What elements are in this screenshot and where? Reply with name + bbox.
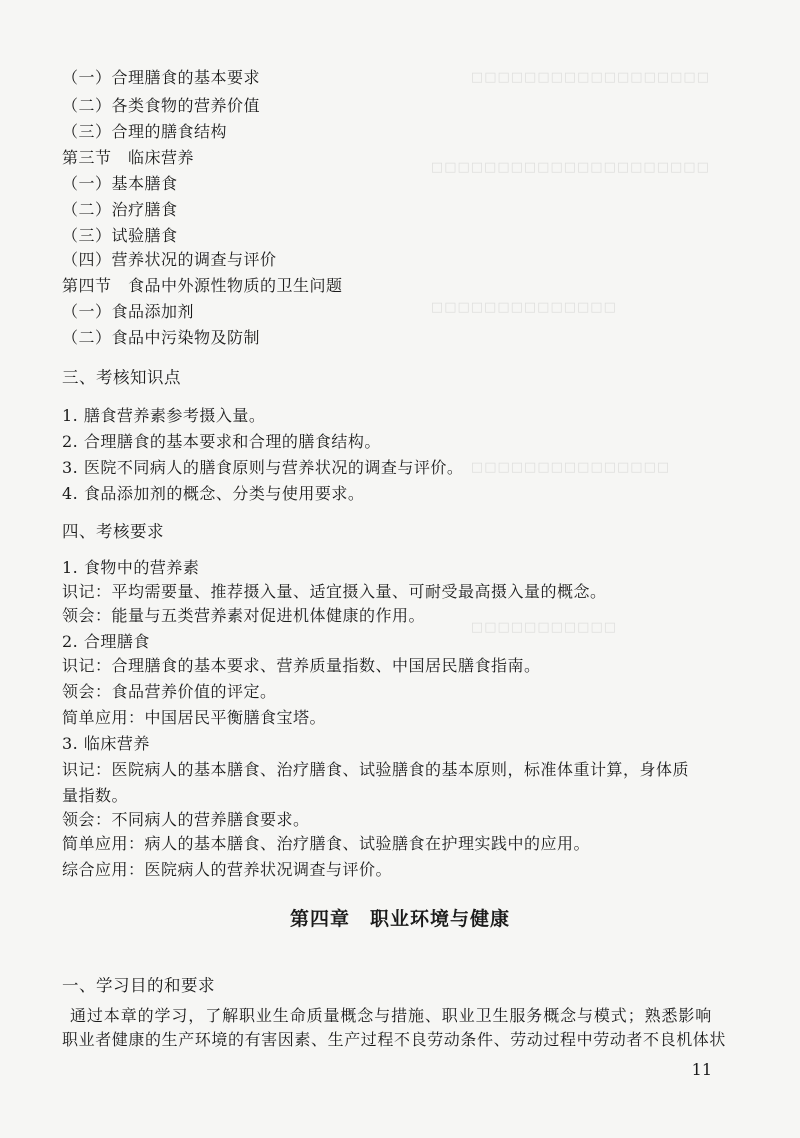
requirement-line: 简单应用：中国居民平衡膳食宝塔。 bbox=[62, 708, 327, 727]
reverse-side-show-through: □□□□□□□□□□□□□□□□□□ bbox=[470, 70, 710, 85]
section-item: （一）食品添加剂 bbox=[62, 302, 195, 321]
section-item: （四）营养状况的调查与评价 bbox=[62, 250, 277, 269]
section-item: （二）各类食物的营养价值 bbox=[62, 96, 261, 115]
requirements-heading: 四、考核要求 bbox=[62, 522, 164, 541]
reverse-side-show-through: □□□□□□□□□□□□□□ bbox=[430, 300, 616, 315]
knowledge-point: 3. 医院不同病人的膳食原则与营养状况的调查与评价。 bbox=[62, 458, 464, 477]
objectives-paragraph-line: 职业者健康的生产环境的有害因素、生产过程不良劳动条件、劳动过程中劳动者不良机体状 bbox=[62, 1030, 727, 1049]
section-item: （三）试验膳食 bbox=[62, 226, 178, 245]
requirement-line: 2. 合理膳食 bbox=[62, 632, 150, 651]
knowledge-point: 1. 膳食营养素参考摄入量。 bbox=[62, 406, 266, 425]
section-item: （三）合理的膳食结构 bbox=[62, 122, 228, 141]
requirement-line: 量指数。 bbox=[62, 786, 129, 805]
requirement-line: 识记：平均需要量、推荐摄入量、适宜摄入量、可耐受最高摄入量的概念。 bbox=[62, 582, 607, 601]
reverse-side-show-through: □□□□□□□□□□□□□□□□□□□□□ bbox=[430, 160, 709, 175]
section-item: （二）食品中污染物及防制 bbox=[62, 328, 261, 347]
section-item: （一）合理膳食的基本要求 bbox=[62, 68, 261, 87]
chapter-title: 第四章 职业环境与健康 bbox=[289, 908, 510, 930]
requirement-line: 识记：合理膳食的基本要求、营养质量指数、中国居民膳食指南。 bbox=[62, 656, 541, 675]
requirement-line: 识记：医院病人的基本膳食、治疗膳食、试验膳食的基本原则，标准体重计算，身体质 bbox=[62, 760, 690, 779]
requirement-line: 综合应用：医院病人的营养状况调查与评价。 bbox=[62, 860, 393, 879]
knowledge-point: 2. 合理膳食的基本要求和合理的膳食结构。 bbox=[62, 432, 381, 451]
reverse-side-show-through: □□□□□□□□□□□□□□□ bbox=[470, 460, 670, 475]
knowledge-heading: 三、考核知识点 bbox=[62, 368, 181, 387]
requirement-line: 领会：能量与五类营养素对促进机体健康的作用。 bbox=[62, 606, 426, 625]
reverse-side-show-through: □□□□□□□□□□□ bbox=[470, 620, 617, 635]
knowledge-point: 4. 食品添加剂的概念、分类与使用要求。 bbox=[62, 484, 365, 503]
objectives-heading: 一、学习目的和要求 bbox=[62, 976, 215, 995]
section-item: （二）治疗膳食 bbox=[62, 200, 178, 219]
requirement-line: 领会：不同病人的营养膳食要求。 bbox=[62, 810, 310, 829]
section-heading: 第四节 食品中外源性物质的卫生问题 bbox=[62, 276, 343, 295]
requirement-line: 领会：食品营养价值的评定。 bbox=[62, 682, 277, 701]
requirement-line: 简单应用：病人的基本膳食、治疗膳食、试验膳食在护理实践中的应用。 bbox=[62, 834, 591, 853]
objectives-paragraph-line: 通过本章的学习，了解职业生命质量概念与措施、职业卫生服务概念与模式；熟悉影响 bbox=[70, 1006, 713, 1025]
requirement-line: 1. 食物中的营养素 bbox=[62, 558, 200, 577]
section-item: （一）基本膳食 bbox=[62, 174, 178, 193]
page-number: 11 bbox=[691, 1060, 712, 1079]
requirement-line: 3. 临床营养 bbox=[62, 734, 150, 753]
section-heading: 第三节 临床营养 bbox=[62, 148, 195, 167]
